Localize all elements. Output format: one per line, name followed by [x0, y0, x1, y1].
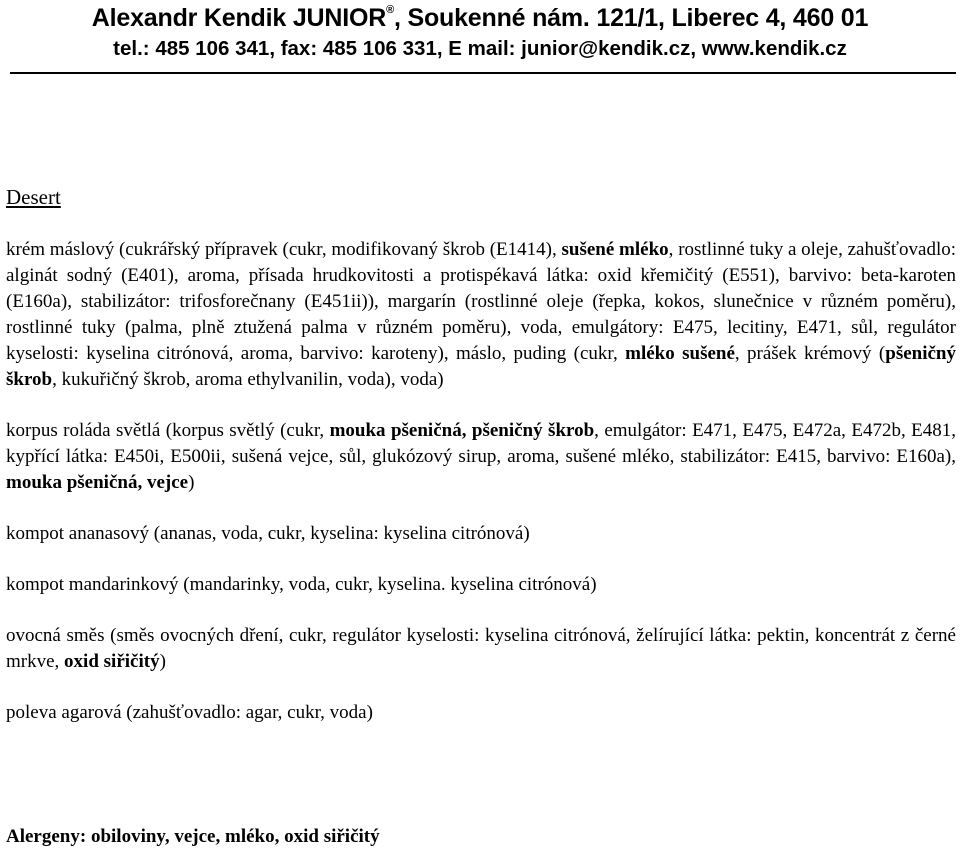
company-line [0, 2, 960, 35]
ingredients-list [6, 237, 956, 726]
letterhead [0, 2, 960, 63]
ingredient-text: kompot ananasový (ananas, voda, cukr, kyselina: kyselina citrónová) [6, 523, 530, 544]
ingredient-text: ) [159, 651, 166, 672]
ingredient-paragraph [6, 623, 956, 675]
header-divider [10, 72, 956, 74]
company-contact: tel.: 485 106 341, fax: 485 106 331, E mail: junior@kendik.cz, www.kendik.cz [113, 37, 847, 60]
ingredient-paragraph [6, 418, 956, 496]
ingredient-paragraph [6, 572, 956, 598]
ingredient-paragraph [6, 237, 956, 393]
allergens-statement: Alergeny: obiloviny, vejce, mléko, oxid siřičitý [6, 826, 380, 847]
ingredient-text: ) [188, 472, 195, 493]
ingredient-text: korpus roláda světlá (korpus světlý (cukr, [6, 420, 330, 441]
allergen-highlight: mouka pšeničná, pšeničný škrob [329, 420, 595, 441]
ingredient-text: ovocná směs (směs ovocných dření, cukr, regulátor kyselosti: kyselina citrónová, želírující látka: pektin, koncentrát z černé mrkve, [6, 625, 956, 672]
company-name: Alexandr Kendik JUNIOR [91, 4, 387, 32]
ingredient-text: krém máslový (cukrářský přípravek (cukr, modifikovaný škrob (E1414), [6, 239, 562, 260]
product-title: Desert [6, 185, 61, 209]
company-address: , Soukenné nám. 121/1, Liberec 4, 460 01 [394, 4, 869, 32]
ingredient-text: , rostlinné tuky a oleje, zahušťovadlo: alginát sodný (E401), aroma, přísada hrudkovitosti a protispékavá látka: oxid křemičitý (E551), barvivo: beta-karoten (E160a), stabilizátor: trifosforečnany (E451ii)), margarín (rostlinné oleje (řepka, kokos, slunečnice v různém poměru), rostlinné tuky (palma, plně ztužená palma v různém poměru), voda, emulgátory: E475, lecitiny, E471, sůl, regulátor kyselosti: kyselina citrónová, aroma, barvivo: karoteny), máslo, puding (cukr, [6, 239, 956, 364]
allergen-highlight: mouka pšeničná, vejce [6, 472, 189, 493]
allergen-highlight: sušené mléko [561, 239, 669, 260]
ingredient-paragraph [6, 700, 956, 726]
ingredient-text: , prášek krémový ( [734, 343, 886, 364]
ingredient-text: , kukuřičný škrob, aroma ethylvanilin, voda), voda) [52, 369, 444, 390]
ingredient-text: poleva agarová (zahušťovadlo: agar, cukr, voda) [6, 702, 373, 723]
allergen-highlight: mléko sušené [625, 343, 735, 364]
registered-mark: ® [386, 4, 394, 16]
ingredient-text: , emulgátor: E471, E475, E472a, E472b, E481, kypřící látka: E450i, E500ii, sušená vejce, sůl, glukózový sirup, aroma, sušené mléko, stabilizátor: E415, barvivo: E160a), [6, 420, 956, 467]
ingredient-text: kompot mandarinkový (mandarinky, voda, cukr, kyselina. kyselina citrónová) [6, 574, 597, 595]
allergen-highlight: oxid siřičitý [64, 651, 160, 672]
ingredient-paragraph [6, 521, 956, 547]
allergen-highlight: pšeničný škrob [6, 343, 956, 390]
